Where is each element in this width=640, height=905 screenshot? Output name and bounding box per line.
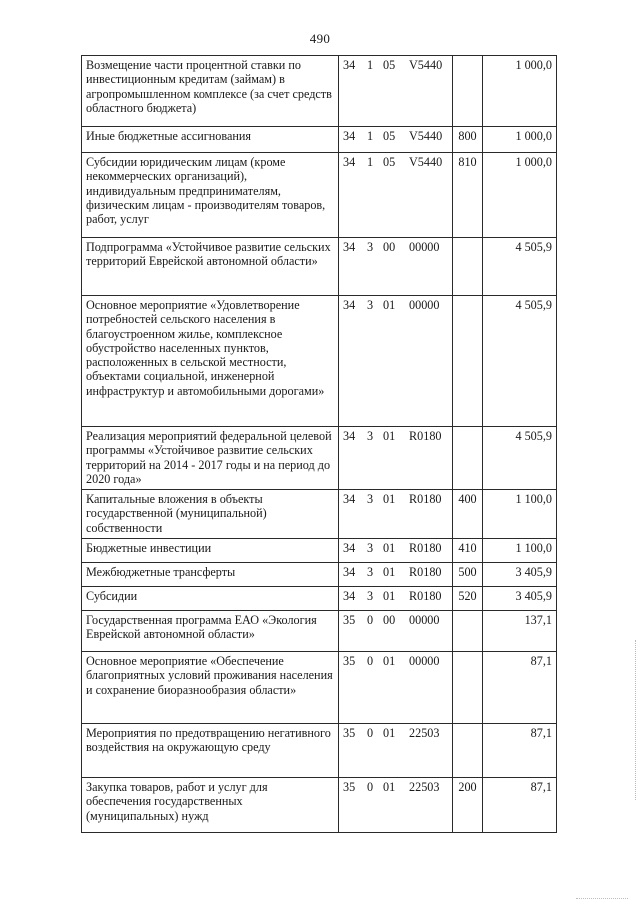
direction-code: R0180 (409, 492, 442, 507)
row-name: Капитальные вложения в объекты государственной (муниципальной) собственности (82, 490, 339, 539)
program-code: 34 (343, 129, 356, 143)
activity-code: 01 (383, 726, 396, 741)
target-article-code (339, 587, 453, 611)
amount: 3 405,9 (483, 563, 557, 587)
activity-code: 05 (383, 155, 396, 169)
subprogram-code: 1 (367, 58, 374, 72)
row-name: Субсидии (82, 587, 339, 611)
program-code: 34 (343, 541, 356, 556)
table-row (82, 427, 557, 490)
table-row (82, 490, 557, 539)
subprogram-code: 1 (367, 129, 374, 143)
activity-code: 01 (383, 589, 396, 604)
direction-code: R0180 (409, 589, 442, 604)
amount: 87,1 (483, 724, 557, 778)
table-row (82, 56, 557, 127)
expense-type-code: 800 (453, 127, 483, 153)
program-code: 34 (343, 429, 356, 443)
activity-code: 05 (383, 129, 396, 143)
subprogram-code: 3 (367, 429, 374, 443)
program-code: 35 (343, 654, 356, 669)
subprogram-code: 0 (367, 780, 374, 795)
target-article-code (339, 652, 453, 724)
subprogram-code: 1 (367, 155, 374, 169)
amount: 1 100,0 (483, 539, 557, 563)
target-article-code (339, 490, 453, 539)
program-code: 35 (343, 726, 356, 741)
budget-table (81, 55, 557, 833)
page-number: 490 (309, 31, 331, 46)
target-article-code (339, 127, 453, 153)
subprogram-code: 3 (367, 492, 374, 507)
target-article-code (339, 427, 453, 490)
expense-type-code: 500 (453, 563, 483, 587)
expense-type-code: 400 (453, 490, 483, 539)
program-code: 34 (343, 492, 356, 507)
row-name: Государственная программа ЕАО «Экология Еврейской автономной области» (82, 611, 339, 652)
scan-edge-marks (633, 640, 636, 800)
subprogram-code: 3 (367, 565, 374, 580)
program-code: 34 (343, 240, 356, 254)
program-code: 35 (343, 780, 356, 795)
target-article-code (339, 724, 453, 778)
expense-type-code (453, 724, 483, 778)
table-row (82, 611, 557, 652)
row-name: Реализация мероприятий федеральной целевой программы «Устойчивое развитие сельских территорий на 2014 - 2017 годы и на период до 2020 года» (82, 427, 339, 490)
amount: 87,1 (483, 778, 557, 833)
expense-type-code (453, 238, 483, 296)
amount: 4 505,9 (483, 238, 557, 296)
table-row (82, 296, 557, 427)
subprogram-code: 0 (367, 654, 374, 669)
subprogram-code: 3 (367, 298, 374, 312)
program-code: 34 (343, 565, 356, 580)
row-name: Основное мероприятие «Обеспечение благоприятных условий проживания населения и сохранение биоразнообразия области» (82, 652, 339, 724)
activity-code: 00 (383, 613, 396, 628)
activity-code: 01 (383, 492, 396, 507)
activity-code: 01 (383, 565, 396, 580)
subprogram-code: 0 (367, 613, 374, 628)
direction-code: V5440 (409, 129, 443, 143)
subprogram-code: 0 (367, 726, 374, 741)
direction-code: 22503 (409, 726, 440, 741)
subprogram-code: 3 (367, 589, 374, 604)
activity-code: 01 (383, 298, 396, 312)
subprogram-code: 3 (367, 240, 374, 254)
direction-code: 00000 (409, 298, 440, 312)
expense-type-code (453, 611, 483, 652)
activity-code: 00 (383, 240, 396, 254)
row-name: Возмещение части процентной ставки по инвестиционным кредитам (займам) в агропромышленном комплексе (за счет средств областного бюджета) (82, 56, 339, 127)
table-row (82, 238, 557, 296)
amount: 4 505,9 (483, 296, 557, 427)
amount: 137,1 (483, 611, 557, 652)
table-row (82, 563, 557, 587)
expense-type-code (453, 56, 483, 127)
direction-code: R0180 (409, 541, 442, 556)
activity-code: 01 (383, 780, 396, 795)
amount: 1 000,0 (483, 56, 557, 127)
expense-type-code (453, 427, 483, 490)
expense-type-code (453, 652, 483, 724)
program-code: 34 (343, 589, 356, 604)
table-row (82, 652, 557, 724)
amount: 1 000,0 (483, 127, 557, 153)
direction-code: V5440 (409, 155, 443, 169)
direction-code: R0180 (409, 565, 442, 580)
expense-type-code: 200 (453, 778, 483, 833)
target-article-code (339, 611, 453, 652)
direction-code: 00000 (409, 240, 440, 254)
direction-code: 00000 (409, 613, 440, 628)
table-row (82, 153, 557, 238)
row-name: Межбюджетные трансферты (82, 563, 339, 587)
row-name: Бюджетные инвестиции (82, 539, 339, 563)
table-row (82, 778, 557, 833)
scan-footer-marks (576, 898, 628, 899)
target-article-code (339, 238, 453, 296)
program-code: 34 (343, 298, 356, 312)
row-name: Основное мероприятие «Удовлетворение потребностей сельского населения в благоустроенном жилье, комплексное обустройство населенных пунктов, расположенных в сельской местности, объектами социальной, инженерной инфраструктур и автомобильными дорогами» (82, 296, 339, 427)
expense-type-code: 520 (453, 587, 483, 611)
amount: 1 100,0 (483, 490, 557, 539)
direction-code: R0180 (409, 429, 442, 443)
expense-type-code: 410 (453, 539, 483, 563)
row-name: Подпрограмма «Устойчивое развитие сельских территорий Еврейской автономной области» (82, 238, 339, 296)
subprogram-code: 3 (367, 541, 374, 556)
table-row (82, 539, 557, 563)
row-name: Субсидии юридическим лицам (кроме некоммерческих организаций), индивидуальным предпринимателям, физическим лицам - производителям товаров, работ, услуг (82, 153, 339, 238)
program-code: 34 (343, 58, 356, 72)
program-code: 34 (343, 155, 356, 169)
expense-type-code: 810 (453, 153, 483, 238)
row-name: Мероприятия по предотвращению негативного воздействия на окружающую среду (82, 724, 339, 778)
table-row (82, 127, 557, 153)
target-article-code (339, 56, 453, 127)
direction-code: 00000 (409, 654, 440, 669)
amount: 87,1 (483, 652, 557, 724)
direction-code: V5440 (409, 58, 443, 72)
activity-code: 01 (383, 654, 396, 669)
target-article-code (339, 563, 453, 587)
amount: 3 405,9 (483, 587, 557, 611)
target-article-code (339, 153, 453, 238)
expense-type-code (453, 296, 483, 427)
activity-code: 05 (383, 58, 396, 72)
direction-code: 22503 (409, 780, 440, 795)
amount: 1 000,0 (483, 153, 557, 238)
table-row (82, 587, 557, 611)
table-row (82, 724, 557, 778)
activity-code: 01 (383, 429, 396, 443)
amount: 4 505,9 (483, 427, 557, 490)
target-article-code (339, 778, 453, 833)
row-name: Закупка товаров, работ и услуг для обеспечения государственных (муниципальных) нужд (82, 778, 339, 833)
program-code: 35 (343, 613, 356, 628)
target-article-code (339, 539, 453, 563)
target-article-code (339, 296, 453, 427)
row-name: Иные бюджетные ассигнования (82, 127, 339, 153)
activity-code: 01 (383, 541, 396, 556)
